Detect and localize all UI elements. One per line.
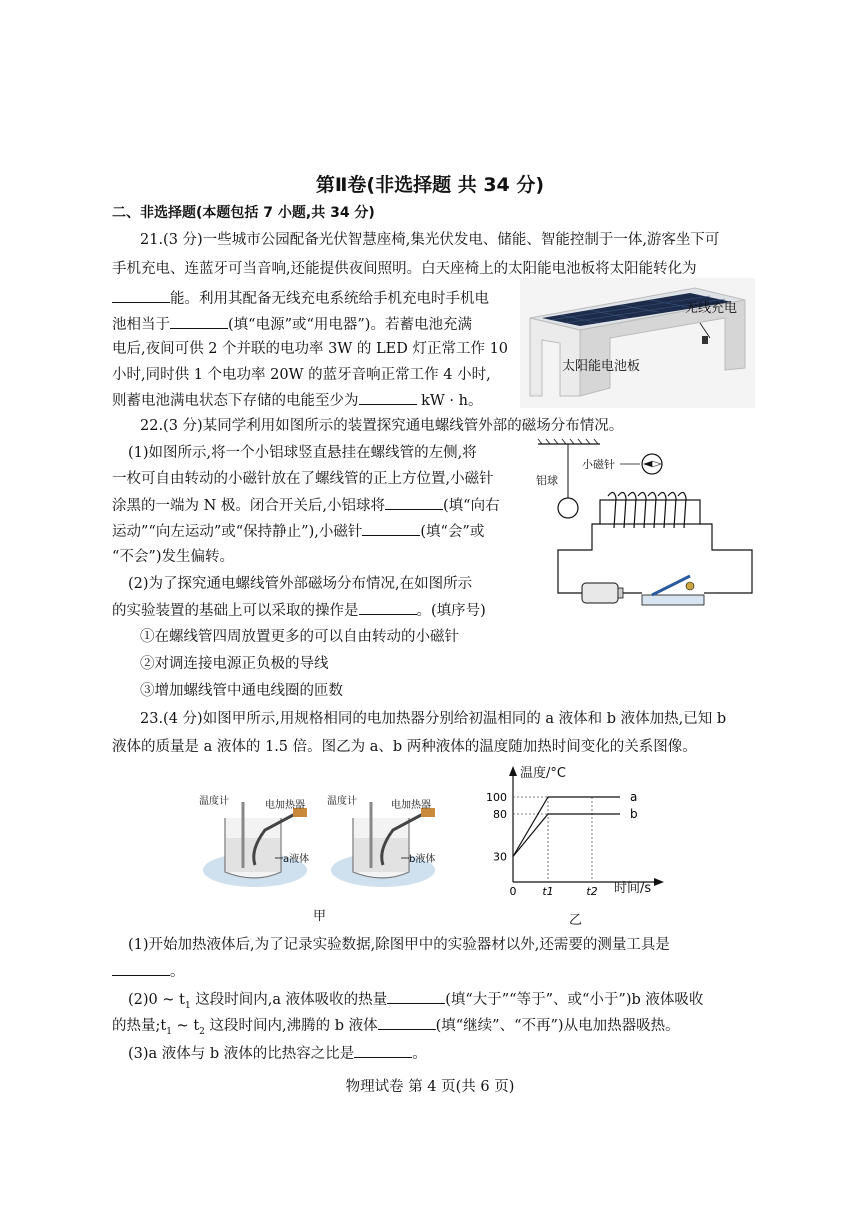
page-footer: 物理试卷 第 4 页(共 6 页) xyxy=(345,1079,515,1095)
q21-line-1: 21.(3 分)一些城市公园配备光伏智慧座椅,集光伏发电、储能、智能控制于一体,游客坐下可 xyxy=(140,232,720,248)
x-tick-label: t2 xyxy=(586,885,598,898)
q22-line-7: (2)为了探究通电螺线管外部磁场分布情况,在如图所示 xyxy=(128,576,473,592)
y-tick-label: 80 xyxy=(493,808,507,821)
solar-bench-figure xyxy=(520,278,755,408)
q23-line-2: 液体的质量是 a 液体的 1.5 倍。图乙为 a、b 两种液体的温度随加热时间变化的关系图像。 xyxy=(112,739,697,755)
q21-line-3: 能。利用其配备无线充电系统给手机充电时手机电 xyxy=(112,288,489,309)
option-2: ②对调连接电源正负极的导线 xyxy=(140,656,329,672)
switch-icon xyxy=(642,595,704,605)
temperature-chart xyxy=(480,762,680,927)
thermometer-label-a: 温度计 xyxy=(199,796,229,807)
x-tick-label: 0 xyxy=(509,885,517,898)
y-tick-label: 100 xyxy=(486,791,507,804)
option-1: ①在螺线管四周放置更多的可以自由转动的小磁针 xyxy=(140,629,459,645)
b-liquid-label: b液体 xyxy=(409,854,436,865)
answer-blank[interactable] xyxy=(359,600,417,615)
q21-line-5: 电后,夜间可供 2 个并联的电功率 3W 的 LED 灯正常工作 10 xyxy=(112,341,509,357)
q22-line-5: 运动”“向左运动”或“保持静止”),小磁针 (填“会”或 xyxy=(112,521,484,542)
option-3: ③增加螺线管中通电线圈的匝数 xyxy=(140,683,343,699)
y-tick-label: 30 xyxy=(493,850,507,864)
answer-blank[interactable] xyxy=(112,288,170,303)
q22-line-1: 22.(3 分)某同学利用如图所示的装置探究通电螺线管外部的磁场分布情况。 xyxy=(140,418,624,434)
part-title: 第Ⅱ卷(非选择题 共 34 分) xyxy=(315,174,545,196)
section-heading: 二、非选择题(本题包括 7 小题,共 34 分) xyxy=(112,205,375,221)
x-tick-label: t1 xyxy=(542,885,554,898)
q21-line-2: 手机充电、连蓝牙可当音响,还能提供夜间照明。白天座椅上的太阳能电池板将太阳能转化为 xyxy=(112,261,697,277)
answer-blank[interactable] xyxy=(385,495,443,510)
answer-blank[interactable] xyxy=(359,390,417,405)
wireless-charging-label: 无线充电 xyxy=(685,301,738,316)
q23-part-3: (3)a 液体与 b 液体的比热容之比是 。 xyxy=(128,1043,427,1064)
q22-line-8: 的实验装置的基础上可以采取的操作是 。(填序号) xyxy=(112,600,486,621)
solar-panel-label: 太阳能电池板 xyxy=(562,359,641,374)
aluminum-ball-label: 铝球 xyxy=(536,474,558,487)
heater-label-b: 电加热器 xyxy=(391,800,431,811)
series-line-b xyxy=(513,814,620,857)
series-line-a xyxy=(513,797,620,857)
q21-line-7: 则蓄电池满电状态下存储的电能至少为 kW · h。 xyxy=(112,390,482,411)
q23-line-1: 23.(4 分)如图甲所示,用规格相同的电加热器分别给初温相同的 a 液体和 b 液体加热,已知 b xyxy=(140,711,727,727)
series-label-b: b xyxy=(630,807,638,821)
answer-blank[interactable] xyxy=(354,1043,412,1058)
q23-part-2-cont: 的热量$;t_1$ ~ $t_2$ 这段时间内,沸腾的 b 液体 (填“继续”、“不再”)从电加热器吸热。 xyxy=(112,1015,680,1042)
battery-icon xyxy=(582,583,618,603)
answer-blank[interactable] xyxy=(170,314,228,329)
q21-line-6: 小时,同时供 1 个电功率 20W 的蓝牙音响正常工作 4 小时, xyxy=(112,367,491,383)
answer-blank[interactable] xyxy=(112,961,170,976)
q23-part-1: (1)开始加热液体后,为了记录实验数据,除图甲中的实验器材以外,还需要的测量工具是 xyxy=(128,937,670,953)
answer-blank[interactable] xyxy=(362,521,420,536)
q22-line-4: 涂黑的一端为 N 极。闭合开关后,小铝球将 (填“向右 xyxy=(112,495,500,516)
thermometer-label-b: 温度计 xyxy=(327,796,357,807)
figure-yi-label: 乙 xyxy=(569,913,583,927)
q22-line-6: “不会”)发生偏转。 xyxy=(112,549,234,565)
a-liquid-label: a液体 xyxy=(283,854,310,865)
figure-jia-label: 甲 xyxy=(313,909,327,924)
q22-line-2: (1)如图所示,将一个小铝球竖直悬挂在螺线管的左侧,将 xyxy=(128,445,477,461)
x-axis-label: 时间/s xyxy=(614,881,652,896)
heater-label-a: 电加热器 xyxy=(265,800,305,811)
magnetic-needle-label: 小磁针 xyxy=(582,458,615,471)
q21-line-4: 池相当于 (填“电源”或“用电器”)。若蓄电池充满 xyxy=(112,314,472,335)
q22-line-3: 一枚可自由转动的小磁针放在了螺线管的正上方位置,小磁针 xyxy=(112,471,494,487)
q23-part-2: (2)0 ~ $t_1$ 这段时间内,a 液体吸收的热量 (填“大于”“等于”、或“小于”)b 液体吸收 xyxy=(128,989,703,1016)
answer-blank[interactable] xyxy=(378,1015,436,1030)
y-axis-label: 温度/°C xyxy=(520,766,566,781)
answer-blank[interactable] xyxy=(387,989,445,1004)
beaker-figure xyxy=(195,790,445,925)
q23-part-1-blank: 。 xyxy=(112,961,185,982)
series-label-a: a xyxy=(630,790,638,804)
solenoid-circuit-figure xyxy=(530,438,760,610)
